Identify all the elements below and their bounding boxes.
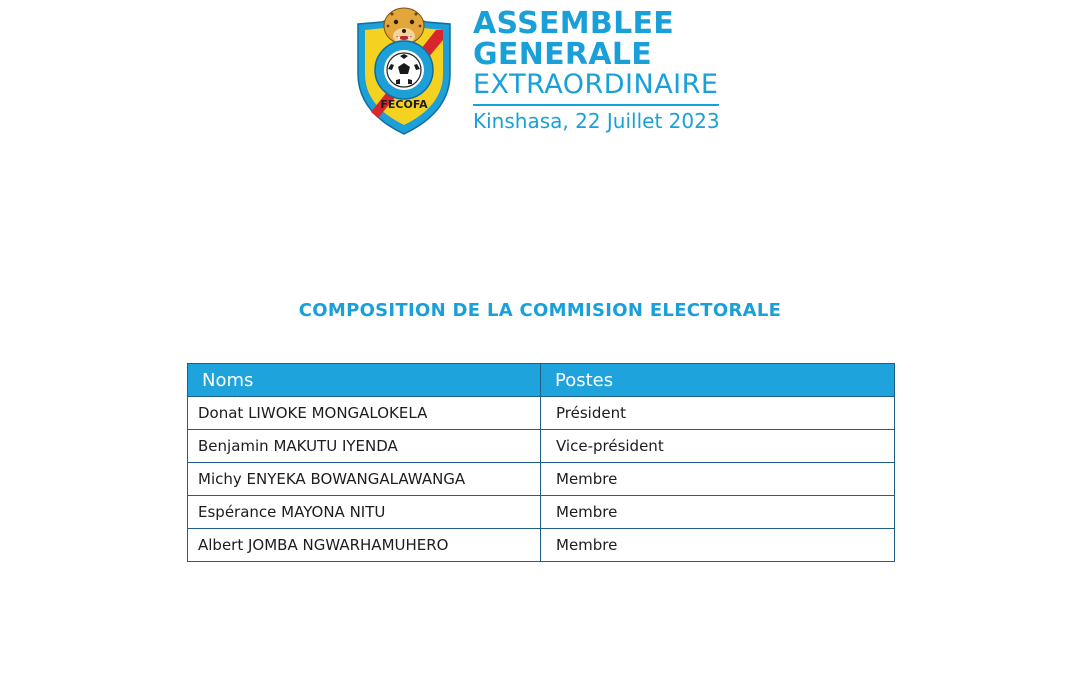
member-name: Espérance MAYONA NITU: [188, 496, 541, 529]
column-header-names: Noms: [188, 364, 541, 397]
table-row: [188, 529, 895, 562]
table-row: [188, 463, 895, 496]
title-line-3: EXTRAORDINAIRE: [473, 69, 719, 100]
event-titles: [473, 8, 720, 136]
member-post: Membre: [541, 463, 895, 496]
member-post: Vice-président: [541, 430, 895, 463]
title-line-1: ASSEMBLEE: [473, 6, 675, 41]
table-row: [188, 496, 895, 529]
member-post: Membre: [541, 496, 895, 529]
title-line-2: GENERALE: [473, 37, 653, 72]
fecofa-logo: [352, 4, 456, 138]
column-header-posts: Postes: [541, 364, 895, 397]
logo-text: FECOFA: [380, 98, 428, 111]
event-header: [352, 4, 732, 138]
table-row: [188, 397, 895, 430]
member-name: Michy ENYEKA BOWANGALAWANGA: [188, 463, 541, 496]
commission-table: [187, 363, 895, 562]
member-post: Président: [541, 397, 895, 430]
member-name: Albert JOMBA NGWARHAMUHERO: [188, 529, 541, 562]
table-header-row: [188, 364, 895, 397]
event-place-date: Kinshasa, 22 Juillet 2023: [473, 109, 720, 133]
section-title: COMPOSITION DE LA COMMISION ELECTORALE: [298, 300, 782, 321]
leopard-icon: [384, 8, 424, 44]
member-name: Donat LIWOKE MONGALOKELA: [188, 397, 541, 430]
member-post: Membre: [541, 529, 895, 562]
table-row: [188, 430, 895, 463]
football-icon: [387, 53, 421, 87]
member-name: Benjamin MAKUTU IYENDA: [188, 430, 541, 463]
